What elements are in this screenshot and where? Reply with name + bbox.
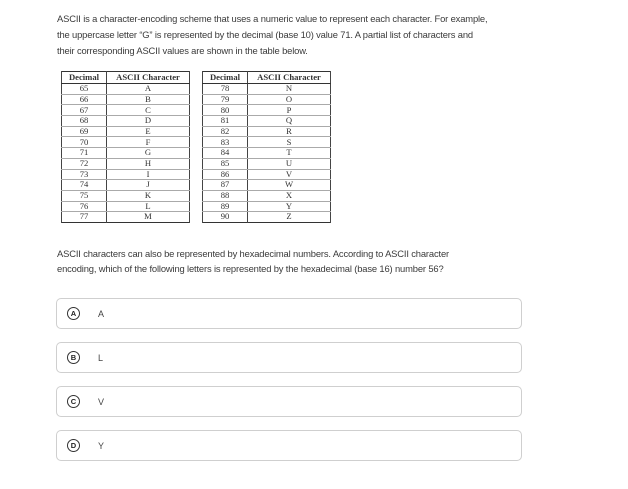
decimal-cell: 73 [62,169,107,180]
decimal-cell: 70 [62,137,107,148]
decimal-cell: 81 [203,116,248,127]
ascii-table-right [202,71,331,223]
answer-option-c[interactable] [56,386,522,417]
table-row [62,105,190,116]
decimal-cell: 76 [62,201,107,212]
character-cell: A [107,84,190,95]
table-row [203,158,331,169]
question-line-1: ASCII characters can also be represented by hexadecimal numbers. According to ASCII character [57,248,449,259]
character-cell: R [248,126,331,137]
character-cell: V [248,169,331,180]
header-ascii-character: ASCII Character [107,72,190,84]
table-row [203,116,331,127]
option-text: Y [98,440,105,451]
question-stem [57,246,537,276]
decimal-cell: 80 [203,105,248,116]
decimal-cell: 83 [203,137,248,148]
ascii-table-left [61,71,190,223]
decimal-cell: 79 [203,94,248,105]
intro-line-3: their corresponding ASCII values are shown in the table below. [57,45,308,56]
table-row [203,180,331,191]
character-cell: I [107,169,190,180]
option-letter-a-icon: A [67,307,80,320]
character-cell: Q [248,116,331,127]
option-text: L [98,352,104,363]
character-cell: Z [248,212,331,223]
option-text: A [98,308,105,319]
character-cell: D [107,116,190,127]
decimal-cell: 77 [62,212,107,223]
header-decimal: Decimal [62,72,107,84]
table-row [203,84,331,95]
character-cell: L [107,201,190,212]
table-row [62,212,190,223]
answer-option-d[interactable] [56,430,522,461]
table-row [203,190,331,201]
table-row [62,116,190,127]
decimal-cell: 85 [203,158,248,169]
character-cell: S [248,137,331,148]
character-cell: W [248,180,331,191]
table-row [62,190,190,201]
decimal-cell: 68 [62,116,107,127]
character-cell: T [248,148,331,159]
decimal-cell: 89 [203,201,248,212]
character-cell: U [248,158,331,169]
decimal-cell: 74 [62,180,107,191]
decimal-cell: 65 [62,84,107,95]
character-cell: N [248,84,331,95]
question-line-2: encoding, which of the following letters is represented by the hexadecimal (base 16) number 56? [57,263,444,274]
character-cell: E [107,126,190,137]
header-decimal: Decimal [203,72,248,84]
decimal-cell: 87 [203,180,248,191]
character-cell: H [107,158,190,169]
ascii-table-left-body [62,84,190,223]
table-row [203,126,331,137]
decimal-cell: 84 [203,148,248,159]
intro-line-1: ASCII is a character-encoding scheme that uses a numeric value to represent each character. For example, [57,13,488,24]
table-row [203,94,331,105]
character-cell: M [107,212,190,223]
table-row [203,105,331,116]
character-cell: K [107,190,190,201]
character-cell: Y [248,201,331,212]
answer-option-b[interactable] [56,342,522,373]
table-row [62,126,190,137]
table-row [203,137,331,148]
decimal-cell: 86 [203,169,248,180]
decimal-cell: 66 [62,94,107,105]
table-row [62,180,190,191]
option-letter-c-icon: C [67,395,80,408]
table-row [203,148,331,159]
header-ascii-character: ASCII Character [248,72,331,84]
table-row [62,201,190,212]
option-text: V [98,396,105,407]
intro-passage [57,11,537,59]
decimal-cell: 78 [203,84,248,95]
table-row [62,137,190,148]
table-row [62,169,190,180]
decimal-cell: 88 [203,190,248,201]
option-letter-d-icon: D [67,439,80,452]
decimal-cell: 75 [62,190,107,201]
intro-line-2: the uppercase letter “G” is represented by the decimal (base 10) value 71. A partial list of characters and [57,29,473,40]
table-row [62,158,190,169]
table-row [203,212,331,223]
table-row [203,169,331,180]
character-cell: P [248,105,331,116]
character-cell: G [107,148,190,159]
character-cell: F [107,137,190,148]
character-cell: C [107,105,190,116]
table-row [62,84,190,95]
decimal-cell: 67 [62,105,107,116]
decimal-cell: 90 [203,212,248,223]
table-row [62,148,190,159]
table-row [203,201,331,212]
character-cell: X [248,190,331,201]
character-cell: O [248,94,331,105]
answer-option-a[interactable] [56,298,522,329]
ascii-table-right-body [203,84,331,223]
decimal-cell: 71 [62,148,107,159]
character-cell: J [107,180,190,191]
decimal-cell: 72 [62,158,107,169]
table-row [62,94,190,105]
decimal-cell: 82 [203,126,248,137]
option-letter-b-icon: B [67,351,80,364]
decimal-cell: 69 [62,126,107,137]
character-cell: B [107,94,190,105]
